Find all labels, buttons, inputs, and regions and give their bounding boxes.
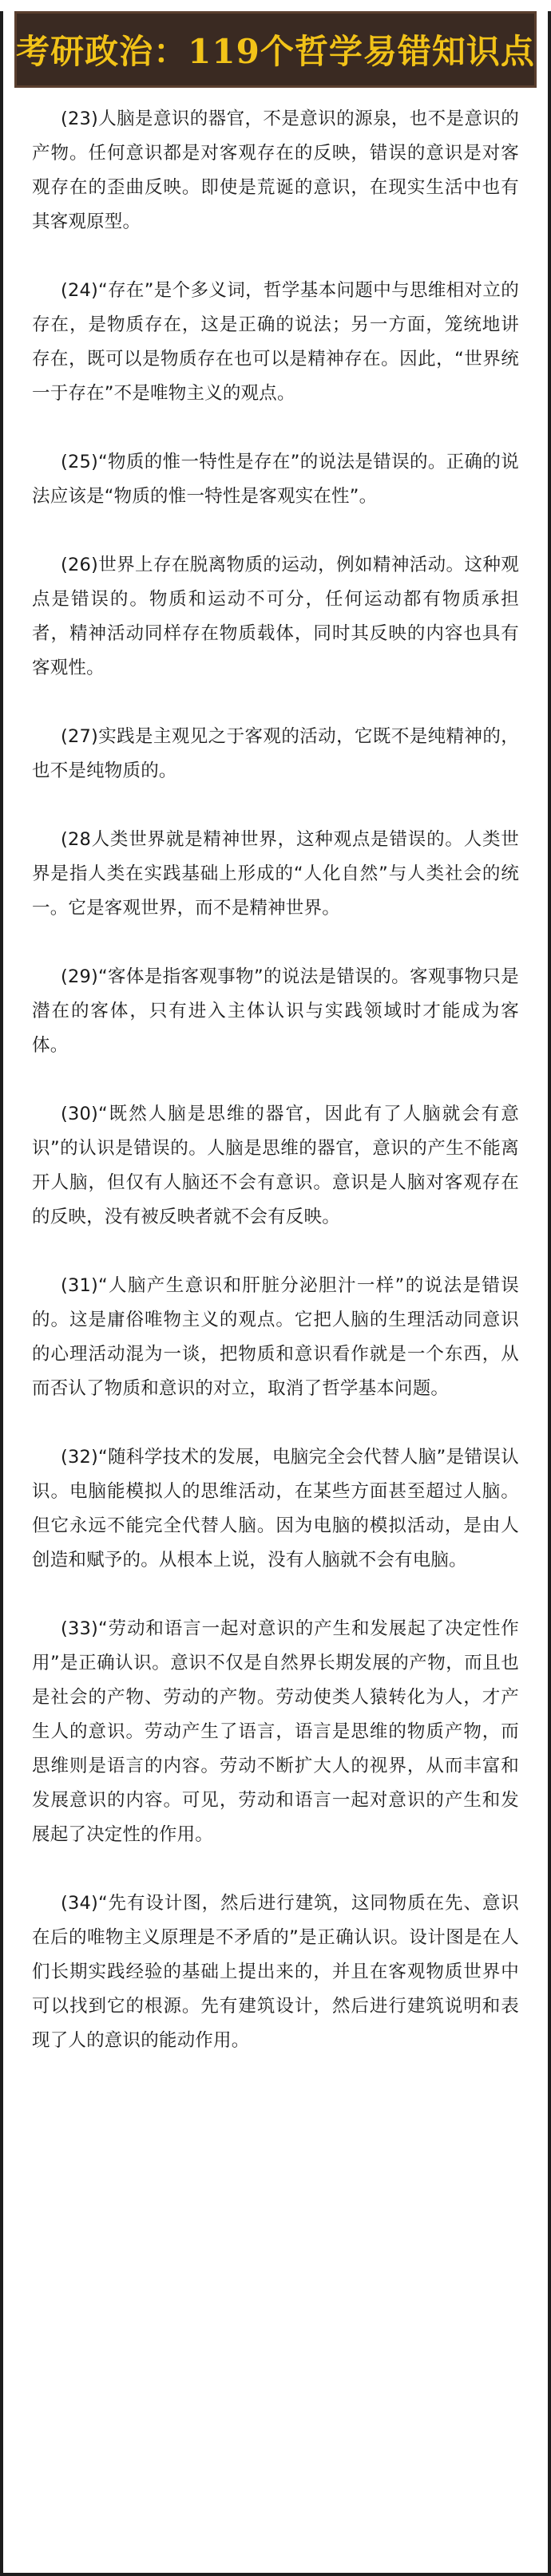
article-body bbox=[3, 88, 548, 2058]
paragraph-29: (29)“客体是指客观事物”的说法是错误的。客观事物只是潜在的客体，只有进入主体认识与实践领域时才能成为客体。 bbox=[32, 966, 519, 1056]
page-title: 考研政治：119个哲学易错知识点 bbox=[16, 32, 535, 71]
paragraph-34: (34)“先有设计图，然后进行建筑，这同物质在先、意识在后的唯物主义原理是不矛盾的”是正确认识。设计图是在人们长期实践经验的基础上提出来的，并且在客观物质世界中可以找到它的根源。先有建筑设计，然后进行建筑说明和表现了人的意识的能动作用。 bbox=[32, 1893, 519, 2051]
paragraph-30: (30)“既然人脑是思维的器官，因此有了人脑就会有意识”的认识是错误的。人脑是思维的器官，意识的产生不能离开人脑，但仅有人脑还不会有意识。意识是人脑对客观存在的反映，没有被反映者就不会有反映。 bbox=[32, 1104, 519, 1227]
paragraph-25: (25)“物质的惟一特性是存在”的说法是错误的。正确的说法应该是“物质的惟一特性是客观实在性”。 bbox=[32, 452, 519, 507]
title-banner bbox=[14, 11, 537, 88]
paragraph-28: (28人类世界就是精神世界，这种观点是错误的。人类世界是指人类在实践基础上形成的“人化自然”与人类社会的统一。它是客观世界，而不是精神世界。 bbox=[32, 829, 519, 919]
paragraph-33: (33)“劳动和语言一起对意识的产生和发展起了决定性作用”是正确认识。意识不仅是自然界长期发展的产物，而且也是社会的产物、劳动的产物。劳动使类人猿转化为人，才产生人的意识。劳动产生了语言，语言是思维的物质产物，而思维则是语言的内容。劳动不断扩大人的视界，从而丰富和发展意识的内容。可见，劳动和语言一起对意识的产生和发展起了决定性的作用。 bbox=[32, 1618, 519, 1845]
paragraph-32: (32)“随科学技术的发展，电脑完全会代替人脑”是错误认识。电脑能模拟人的思维活动，在某些方面甚至超过人脑。但它永远不能完全代替人脑。因为电脑的模拟活动，是由人创造和赋予的。从根本上说，没有人脑就不会有电脑。 bbox=[32, 1447, 519, 1570]
paragraph-24: (24)“存在”是个多义词，哲学基本问题中与思维相对立的存在，是物质存在，这是正确的说法；另一方面，笼统地讲存在，既可以是物质存在也可以是精神存在。因此，“世界统一于存在”不是唯物主义的观点。 bbox=[32, 280, 519, 404]
paragraph-26: (26)世界上存在脱离物质的运动，例如精神活动。这种观点是错误的。物质和运动不可分，任何运动都有物质承担者，精神活动同样存在物质载体，同时其反映的内容也具有客观性。 bbox=[32, 555, 519, 678]
paragraph-27: (27)实践是主观见之于客观的活动，它既不是纯精神的，也不是纯物质的。 bbox=[32, 726, 519, 781]
paragraph-31: (31)“人脑产生意识和肝脏分泌胆汁一样”的说法是错误的。这是庸俗唯物主义的观点。它把人脑的生理活动同意识的心理活动混为一谈，把物质和意识看作就是一个东西，从而否认了物质和意识的对立，取消了哲学基本问题。 bbox=[32, 1275, 519, 1399]
paragraph-23: (23)人脑是意识的器官，不是意识的源泉，也不是意识的产物。任何意识都是对客观存在的反映，错误的意识是对客观存在的歪曲反映。即使是荒诞的意识，在现实生活中也有其客观原型。 bbox=[32, 109, 519, 232]
article-page bbox=[0, 11, 551, 2576]
